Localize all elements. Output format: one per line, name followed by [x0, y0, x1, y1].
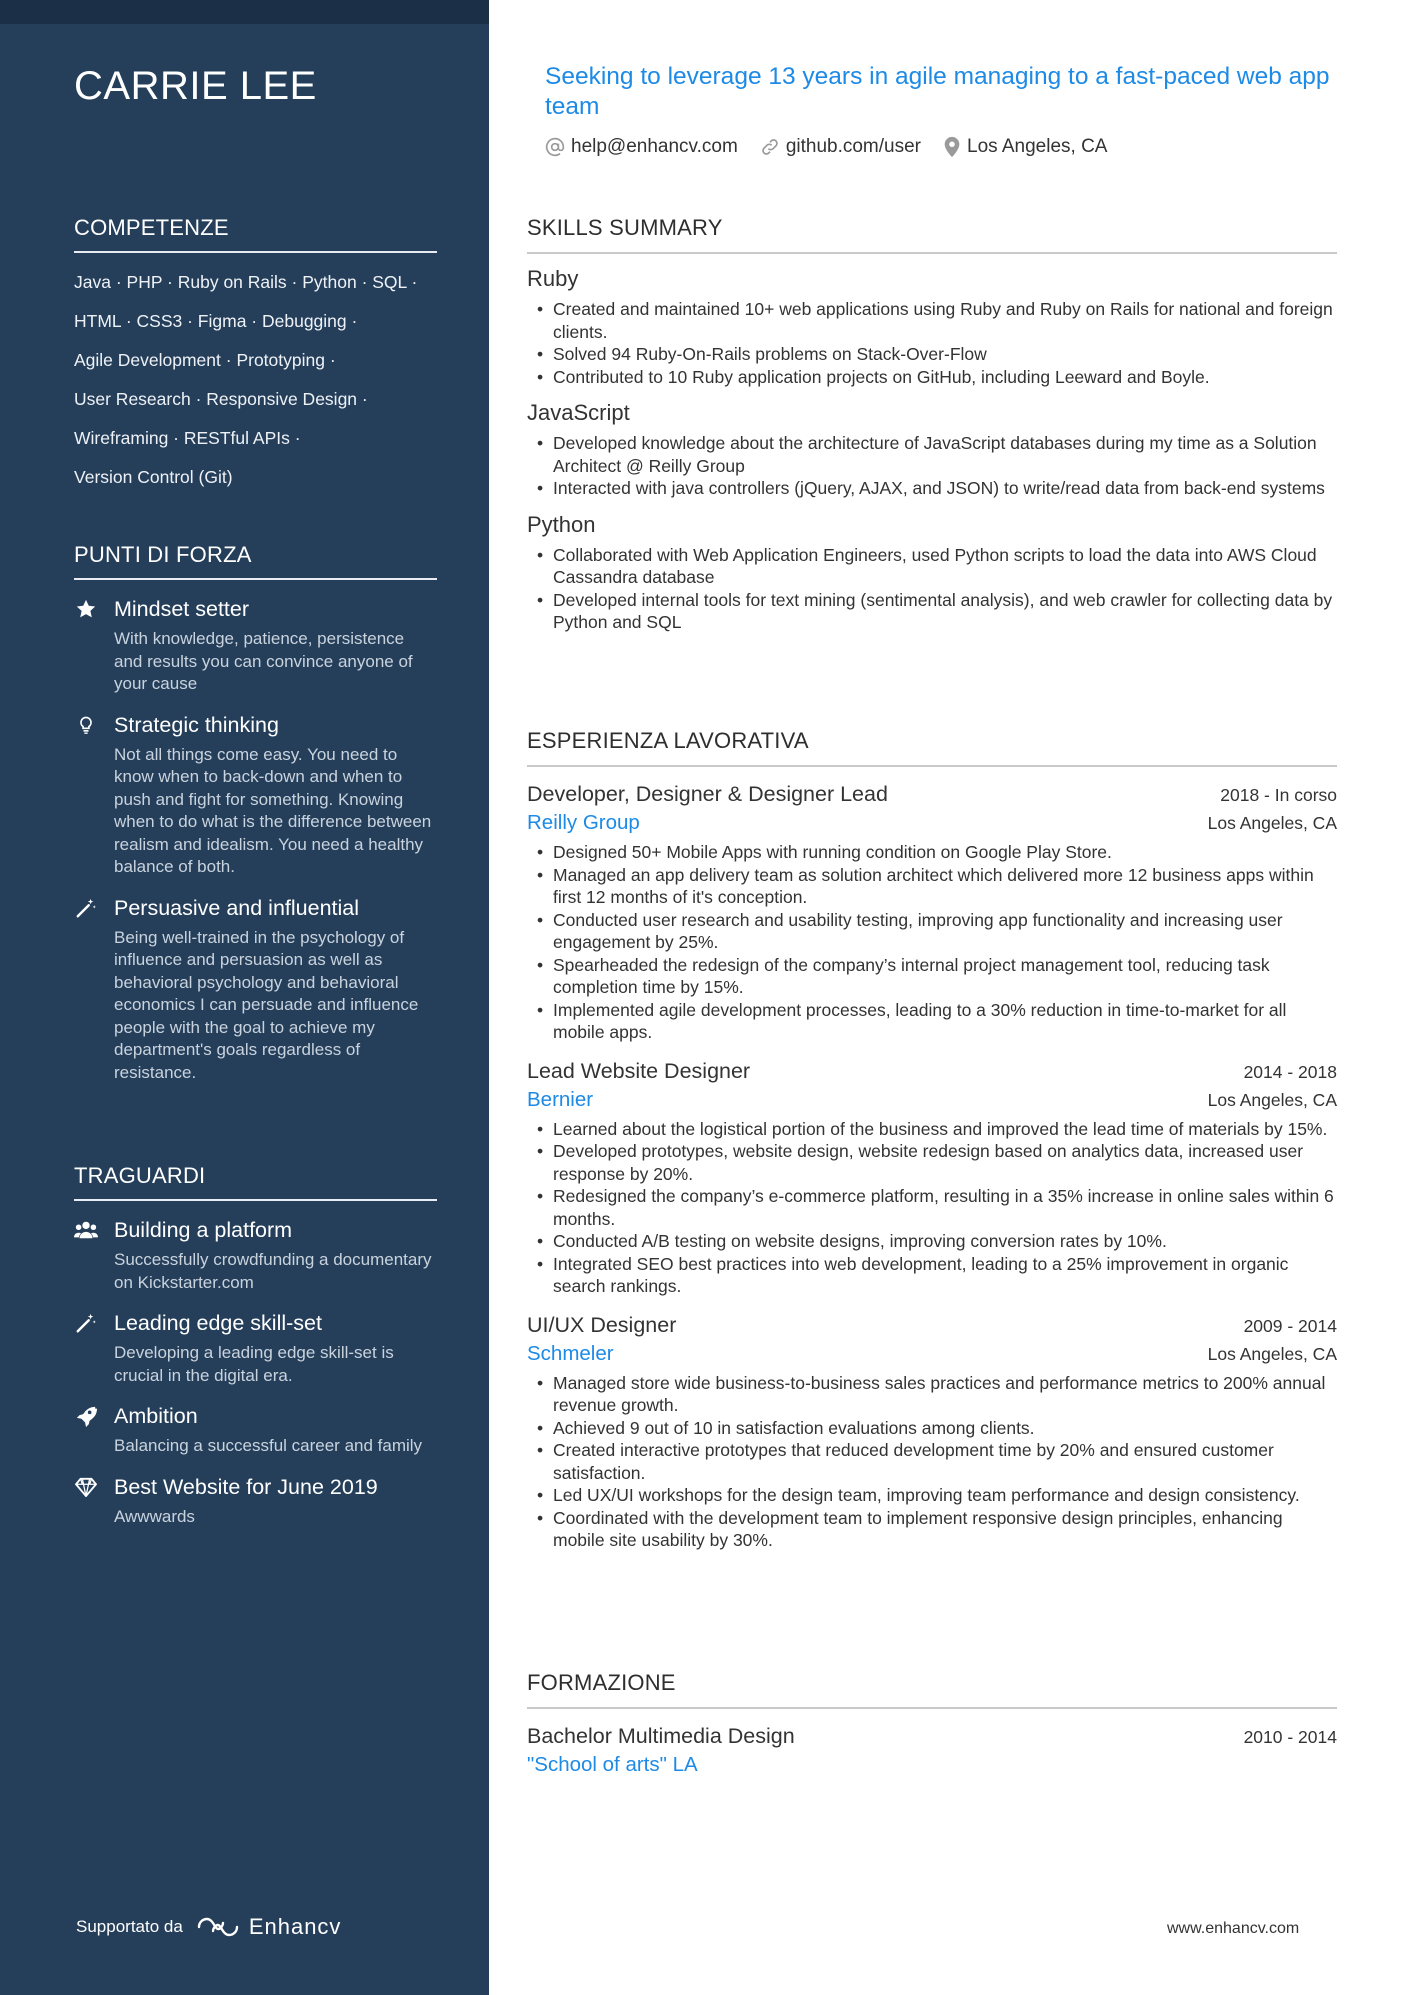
powered-by-label: Supportato da [76, 1917, 183, 1936]
bullet-item: • Created interactive prototypes that reduced development time by 20% and ensured customer satisfaction. [527, 1439, 1337, 1484]
skills-list [74, 263, 437, 497]
bullet-item: • Managed an app delivery team as solution architect which delivered more 12 business apps within first 12 months of it's conception. [527, 864, 1337, 909]
rocket-icon [74, 1404, 98, 1428]
strength-title: Strategic thinking [114, 712, 279, 737]
users-icon [74, 1218, 98, 1242]
contact-row [545, 136, 1129, 158]
sidebar [0, 0, 489, 1995]
job-entry [527, 779, 1337, 1044]
strength-item [74, 710, 437, 879]
powered-by [76, 1914, 341, 1940]
bullet-item: • Spearheaded the redesign of the company’s internal project management tool, reducing task completion time by 15%. [527, 954, 1337, 999]
job-company: Reilly Group [527, 811, 640, 834]
skills-summary-section [527, 215, 1337, 634]
skill-name: JavaScript [527, 400, 630, 425]
job-bullets [527, 1118, 1337, 1298]
skills-section [74, 215, 437, 497]
achievements-title: TRAGUARDI [74, 1163, 437, 1201]
skill-name: Python [527, 511, 596, 537]
sidebar-top-bar [0, 0, 489, 24]
experience-title: ESPERIENZA LAVORATIVA [527, 728, 1337, 767]
bullet-item: • Conducted A/B testing on website designs, improving conversion rates by 10%. [527, 1230, 1337, 1253]
bullet-item: • Designed 50+ Mobile Apps with running condition on Google Play Store. [527, 841, 1337, 864]
achievement-title: Ambition [114, 1404, 198, 1428]
contact-github[interactable] [760, 136, 921, 158]
skills-summary-title: SKILLS SUMMARY [527, 215, 1337, 254]
skill-line: Version Control (Git) [74, 467, 233, 487]
skills-title: COMPETENZE [74, 215, 437, 253]
bullet-item: • Managed store wide business-to-business sales practices and performance metrics to 200% annual revenue growth. [527, 1372, 1337, 1417]
bullet-item: • Developed prototypes, website design, website redesign based on analytics data, increased user response by 20%. [527, 1140, 1337, 1185]
bullet-item: • Contributed to 10 Ruby application projects on GitHub, including Leeward and Boyle. [527, 366, 1337, 389]
skill-bullets [527, 544, 1337, 634]
contact-github-text: github.com/user [785, 136, 921, 157]
enhancv-logo-icon [195, 1915, 241, 1939]
education-entry [527, 1721, 1337, 1779]
skill-line: HTML · CSS3 · Figma · Debugging · [74, 311, 358, 331]
job-location: Los Angeles, CA [1207, 1089, 1337, 1110]
skill-name: Ruby [527, 266, 579, 291]
job-location: Los Angeles, CA [1207, 813, 1337, 833]
education-title: FORMAZIONE [527, 1670, 1337, 1709]
skill-line: Wireframing · RESTful APIs · [74, 428, 301, 448]
achievement-item [74, 1215, 437, 1294]
job-bullets [527, 1372, 1337, 1552]
achievement-item [74, 1401, 437, 1458]
diamond-icon [74, 1475, 98, 1499]
job-bullets [527, 841, 1337, 1044]
skill-line: User Research · Responsive Design · [74, 389, 368, 409]
skill-bullets [527, 298, 1337, 388]
skill-bullets [527, 432, 1337, 500]
achievement-title: Building a platform [114, 1218, 293, 1242]
lightbulb-icon [74, 713, 98, 737]
headline: Seeking to leverage 13 years in agile managing to a fast-paced web app team [545, 63, 1330, 120]
job-company: Schmeler [527, 1341, 614, 1365]
experience-section [527, 728, 1337, 1552]
job-entry [527, 1310, 1337, 1552]
bullet-item: • Collaborated with Web Application Engineers, used Python scripts to load the data into AWS Cloud Cassandra database [527, 544, 1337, 589]
achievement-item [74, 1472, 437, 1529]
education-dates: 2010 - 2014 [1243, 1727, 1337, 1747]
skill-block [527, 510, 1337, 634]
strength-title: Mindset setter [114, 597, 250, 621]
education-section [527, 1670, 1337, 1779]
footer-url[interactable]: www.enhancv.com [1167, 1920, 1300, 1937]
job-dates: 2009 - 2014 [1243, 1315, 1337, 1336]
bullet-item: • Developed internal tools for text mining (sentimental analysis), and web crawler for collecting data by Python and SQL [527, 589, 1337, 634]
bullet-item: • Led UX/UI workshops for the design team, improving team performance and design consistency. [527, 1484, 1337, 1507]
strength-item [74, 893, 437, 1085]
bullet-item: • Solved 94 Ruby-On-Rails problems on Stack-Over-Flow [527, 343, 1337, 366]
job-entry [527, 1056, 1337, 1298]
school: "School of arts" LA [527, 1753, 698, 1776]
skill-line: Agile Development · Prototyping · [74, 350, 336, 370]
contact-email[interactable] [545, 136, 738, 158]
brand-name: Enhancv [248, 1914, 342, 1939]
job-dates: 2018 - In corso [1220, 785, 1337, 805]
magic-wand-icon [74, 1311, 98, 1335]
strength-desc: Not all things come easy. You need to know when to back-down and when to push and fight for something. Knowing when to do what is the difference between realism and idealism. You need a healthy balance of both. [114, 744, 432, 876]
achievement-desc: Successfully crowdfunding a documentary on Kickstarter.com [114, 1250, 432, 1292]
achievement-desc: Awwwards [114, 1506, 195, 1526]
achievement-desc: Balancing a successful career and family [114, 1436, 423, 1455]
bullet-item: • Redesigned the company’s e-commerce platform, resulting in a 35% increase in online sales within 6 months. [527, 1185, 1337, 1230]
link-icon [760, 137, 780, 157]
achievement-title: Best Website for June 2019 [114, 1474, 378, 1499]
candidate-name: CARRIE LEE [74, 64, 317, 108]
strength-desc: Being well-trained in the psychology of influence and persuasion as well as behavioral psychology and behavioral economics I can persuade and influence people with the goal to achieve my department's goals regardless of resistance. [114, 927, 419, 1082]
job-title: UI/UX Designer [527, 1312, 677, 1337]
contact-location-text: Los Angeles, CA [967, 136, 1108, 157]
strengths-section [74, 542, 437, 1084]
achievement-desc: Developing a leading edge skill-set is crucial in the digital era. [114, 1343, 394, 1385]
job-title: Developer, Designer & Designer Lead [527, 782, 888, 806]
degree: Bachelor Multimedia Design [527, 1724, 795, 1748]
job-company: Bernier [527, 1087, 594, 1111]
contact-email-text: help@enhancv.com [571, 136, 738, 157]
job-location: Los Angeles, CA [1207, 1343, 1337, 1364]
bullet-item: • Interacted with java controllers (jQuery, AJAX, and JSON) to write/read data from back-end systems [527, 477, 1337, 500]
strength-title: Persuasive and influential [114, 895, 360, 920]
achievement-title: Leading edge skill-set [114, 1311, 322, 1335]
star-icon [74, 597, 98, 621]
strength-desc: With knowledge, patience, persistence and results you can convince anyone of your cause [114, 629, 413, 693]
achievement-item [74, 1308, 437, 1387]
bullet-item: • Learned about the logistical portion of the business and improved the lead time of materials by 15%. [527, 1118, 1337, 1141]
location-pin-icon [943, 136, 961, 158]
magic-wand-icon [74, 896, 98, 920]
job-title: Lead Website Designer [527, 1058, 751, 1083]
strength-item [74, 594, 437, 696]
bullet-item: • Conducted user research and usability testing, improving app functionality and increasing user engagement by 25%. [527, 909, 1337, 954]
contact-location [943, 136, 1107, 158]
bullet-item: • Implemented agile development processes, leading to a 30% reduction in time-to-market for all mobile apps. [527, 999, 1337, 1044]
skill-block [527, 264, 1337, 388]
bullet-item: • Integrated SEO best practices into web development, leading to a 25% improvement in organic search rankings. [527, 1253, 1337, 1298]
bullet-item: • Created and maintained 10+ web applications using Ruby and Ruby on Rails for national and foreign clients. [527, 298, 1337, 343]
achievements-section [74, 1163, 437, 1528]
job-dates: 2014 - 2018 [1243, 1061, 1337, 1082]
bullet-item: • Developed knowledge about the architecture of JavaScript databases during my time as a Solution Architect @ Reilly Group [527, 432, 1337, 477]
bullet-item: • Achieved 9 out of 10 in satisfaction evaluations among clients. [527, 1417, 1337, 1440]
strengths-title: PUNTI DI FORZA [74, 542, 437, 580]
at-icon [545, 137, 565, 157]
enhancv-logo[interactable] [195, 1914, 342, 1940]
skill-block [527, 398, 1337, 500]
skill-line: Java · PHP · Ruby on Rails · Python · SQL · [74, 272, 418, 292]
bullet-item: • Coordinated with the development team to implement responsive design principles, enhancing mobile site usability by 30%. [527, 1507, 1337, 1552]
